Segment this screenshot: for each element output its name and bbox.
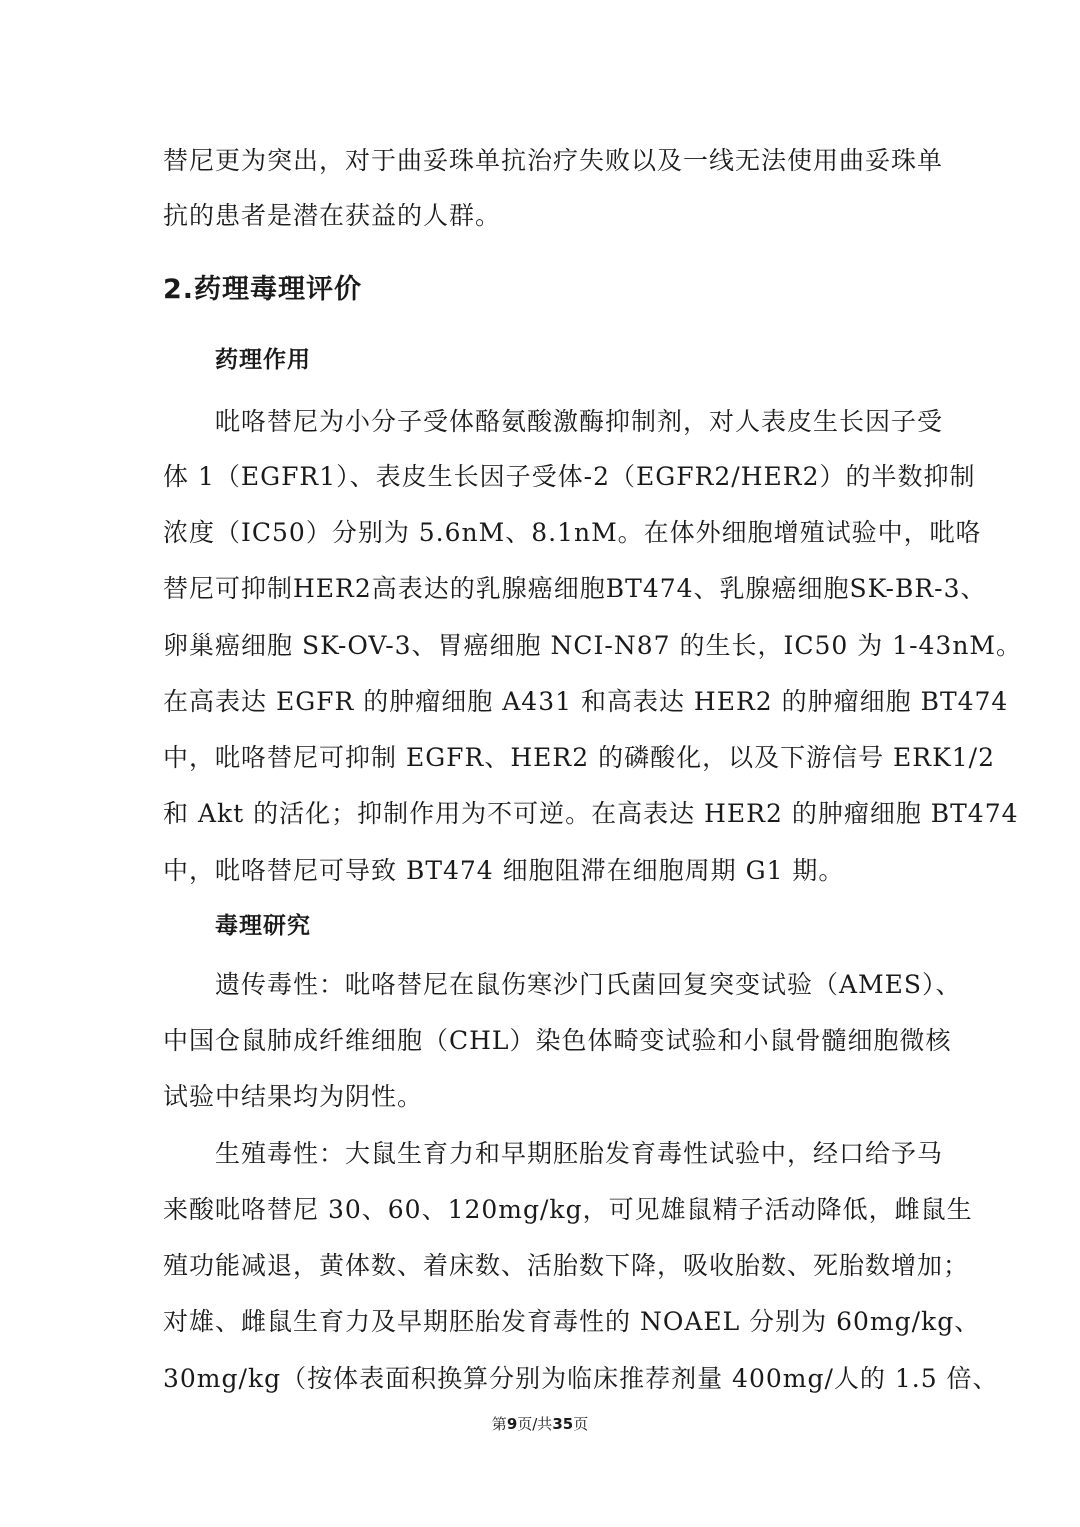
total-pages: 35 bbox=[552, 1415, 574, 1433]
footer-prefix: 第 bbox=[491, 1415, 507, 1433]
footer-middle: 页/共 bbox=[517, 1415, 553, 1433]
paragraph-line: 中国仓鼠肺成纤维细胞（CHL）染色体畸变试验和小鼠骨髓细胞微核 bbox=[163, 1026, 952, 1055]
paragraph-line: 抗的患者是潜在获益的人群。 bbox=[163, 201, 502, 230]
paragraph-line: 来酸吡咯替尼 30、60、120mg/kg，可见雄鼠精子活动降低，雌鼠生 bbox=[163, 1195, 973, 1224]
section-heading: 2.药理毒理评价 bbox=[163, 274, 363, 305]
page-footer bbox=[0, 1413, 1080, 1435]
paragraph-line: 卵巢癌细胞 SK-OV-3、胃癌细胞 NCI-N87 的生长，IC50 为 1-43nM。 bbox=[163, 631, 1023, 660]
subsection-heading-pharmacology: 药理作用 bbox=[215, 347, 311, 373]
footer-suffix: 页 bbox=[573, 1415, 589, 1433]
paragraph-line: 在高表达 EGFR 的肿瘤细胞 A431 和高表达 HER2 的肿瘤细胞 BT474 bbox=[163, 687, 1009, 716]
paragraph-line: 对雄、雌鼠生育力及早期胚胎发育毒性的 NOAEL 分别为 60mg/kg、 bbox=[163, 1307, 981, 1336]
paragraph-line: 体 1（EGFR1）、表皮生长因子受体-2（EGFR2/HER2）的半数抑制 bbox=[163, 462, 976, 491]
subsection-heading-toxicology: 毒理研究 bbox=[215, 913, 311, 939]
paragraph-line: 试验中结果均为阴性。 bbox=[163, 1082, 424, 1111]
page-number: 9 bbox=[506, 1415, 518, 1433]
paragraph-line: 生殖毒性：大鼠生育力和早期胚胎发育毒性试验中，经口给予马 bbox=[215, 1139, 944, 1168]
paragraph-line: 吡咯替尼为小分子受体酪氨酸激酶抑制剂，对人表皮生长因子受 bbox=[215, 407, 944, 436]
paragraph-line: 30mg/kg（按体表面积换算分别为临床推荐剂量 400mg/人的 1.5 倍、 bbox=[163, 1364, 999, 1393]
paragraph-line: 中，吡咯替尼可导致 BT474 细胞阻滞在细胞周期 G1 期。 bbox=[163, 856, 845, 885]
paragraph-line: 浓度（IC50）分别为 5.6nM、8.1nM。在体外细胞增殖试验中，吡咯 bbox=[163, 518, 982, 547]
paragraph-line: 替尼可抑制HER2高表达的乳腺癌细胞BT474、乳腺癌细胞SK-BR-3、 bbox=[163, 574, 987, 603]
paragraph-line: 遗传毒性：吡咯替尼在鼠伤寒沙门氏菌回复突变试验（AMES）、 bbox=[215, 970, 962, 999]
paragraph-line: 中，吡咯替尼可抑制 EGFR、HER2 的磷酸化，以及下游信号 ERK1/2 bbox=[163, 743, 995, 772]
paragraph-line: 替尼更为突出，对于曲妥珠单抗治疗失败以及一线无法使用曲妥珠单 bbox=[163, 146, 944, 175]
paragraph-line: 殖功能减退，黄体数、着床数、活胎数下降，吸收胎数、死胎数增加； bbox=[163, 1251, 970, 1280]
paragraph-line: 和 Akt 的活化；抑制作用为不可逆。在高表达 HER2 的肿瘤细胞 BT474 bbox=[163, 799, 1019, 828]
